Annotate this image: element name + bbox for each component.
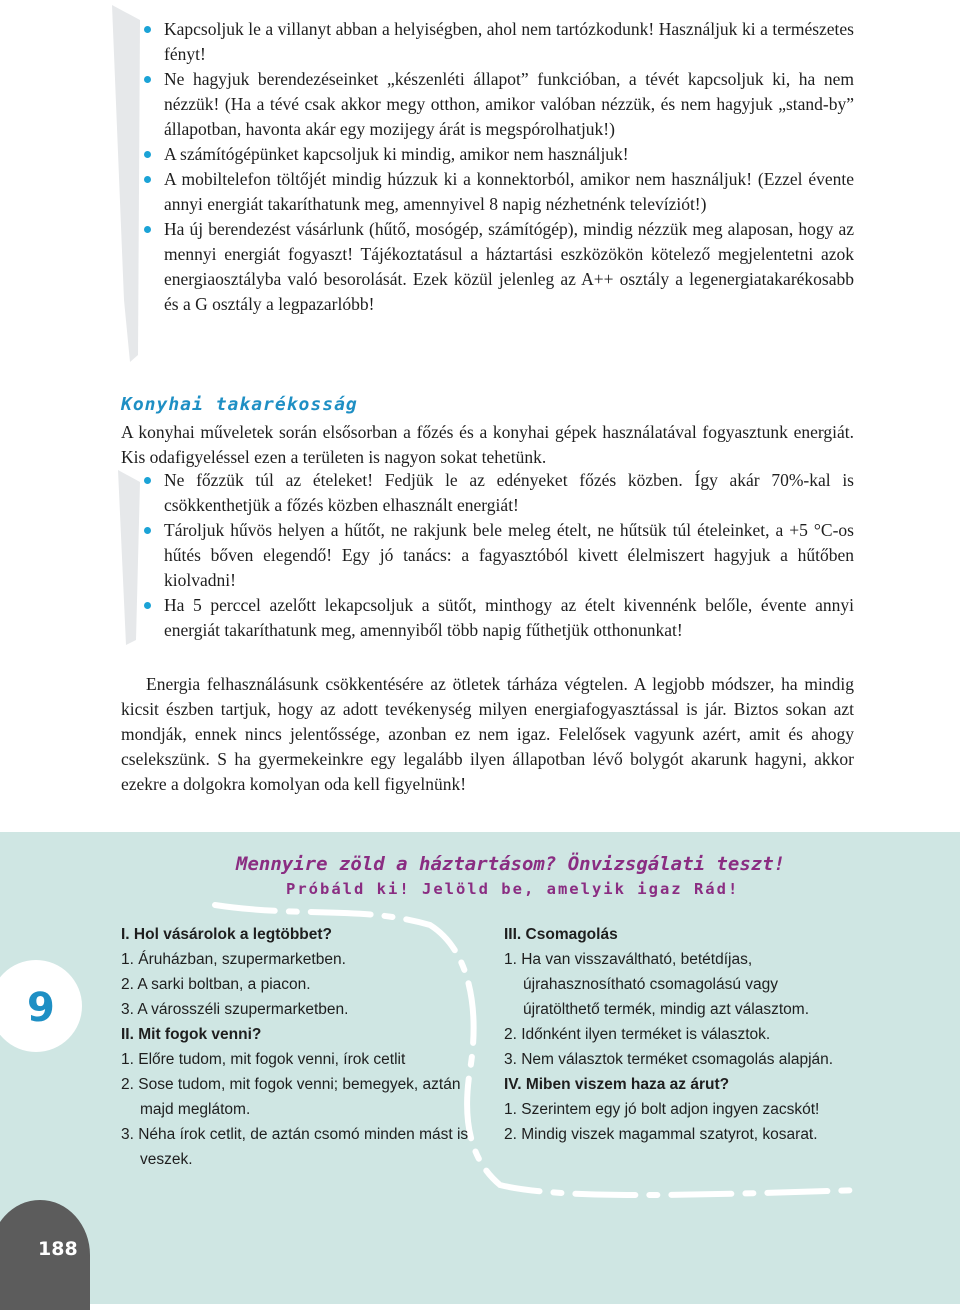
- section-heading: Konyhai takarékosság: [121, 394, 358, 415]
- question-heading: II. Mit fogok venni?: [121, 1026, 262, 1043]
- answer-option[interactable]: 1. Ha van visszaváltható, betétdíjas, újrahasznosítható csomagolású vagy újratölthető termék, mindig azt választom.: [504, 951, 810, 1018]
- list-item: A számítógépünket kapcsoljuk ki mindig, amikor nem használjuk!: [164, 142, 854, 167]
- list-item: Ne főzzük túl az ételeket! Fedjük le az edényeket főzés közben. Így akár 70%-kal is csökkenthetjük a főzés közben elhasznált energiát!: [164, 468, 854, 518]
- question-heading: I. Hol vásárolok a legtöbbet?: [121, 926, 333, 943]
- list-item: Ne hagyjuk berendezéseinket „készenléti állapot” funkcióban, a tévét kapcsoljuk ki, ha nem nézzük! (Ha a tévé csak akkor megy otthon, amikor valóban nézzük, és nem hagyjuk „stand-by” állapotban, havonta akár egy mozijegy árát is megspórolhatjuk!): [164, 67, 854, 142]
- quiz-column-left: [121, 922, 476, 1172]
- list-item: Kapcsoljuk le a villanyt abban a helyiségben, ahol nem tartózkodunk! Használjuk ki a természetes fényt!: [164, 17, 854, 67]
- closing-paragraph: Energia felhasználásunk csökkentésére az ötletek tárháza végtelen. A legjobb módszer, ha mindig kicsit észben tartjuk, hogy az adott tevékenység milyen energiafogyasztással is jár. Biztos sokan azt mondják, ennek nincs jelentőssége, azonban ez nem igaz. Felelősek vagyunk azért, amit és ahogy cselekszünk. S ha gyermekeinkre egy legalább ilyen állapotban lévő bolygót akarunk hagyni, akkor ezekre a dolgokra komolyan oda kell figyelnünk!: [121, 674, 854, 794]
- answer-option[interactable]: 3. Nem választok terméket csomagolás alapján.: [504, 1051, 834, 1068]
- answer-option[interactable]: 2. Mindig viszek magammal szatyrot, kosarat.: [504, 1126, 818, 1143]
- answer-option[interactable]: 2. A sarki boltban, a piacon.: [121, 976, 311, 993]
- answer-option[interactable]: 3. A városszéli szupermarketben.: [121, 1001, 349, 1018]
- section-intro: A konyhai műveletek során elsősorban a főzés és a konyhai gépek használatával fogyasztunk energiát. Kis odafigyeléssel ezen a területen is nagyon sokat tehetünk.: [121, 422, 854, 467]
- question-heading: III. Csomagolás: [504, 926, 618, 943]
- answer-option[interactable]: 2. Időnként ilyen terméket is választok.: [504, 1026, 771, 1043]
- answer-option[interactable]: 3. Néha írok cetlit, de aztán csomó minden mást is veszek.: [121, 1126, 469, 1168]
- quiz-column-right: [504, 922, 854, 1147]
- list-item: Ha új berendezést vásárlunk (hűtő, mosógép, számítógép), mindig nézzük meg alaposan, hogy az mennyi energiát fogyaszt! Tájékoztatásul a háztartási eszközökön kötelező megjelentetni azok energiaosztályba való besorolását. Ezek közül jelenleg az A++ osztály a legenergiatakarékosabb és a G osztály a legpazarlóbb!: [164, 217, 854, 317]
- answer-option[interactable]: 1. Előre tudom, mit fogok venni, írok cetlit: [121, 1051, 406, 1068]
- answer-option[interactable]: 1. Áruházban, szupermarketben.: [121, 951, 346, 968]
- answer-option[interactable]: 1. Szerintem egy jó bolt adjon ingyen zacskót!: [504, 1101, 820, 1118]
- answer-option[interactable]: 2. Sose tudom, mit fogok venni; bemegyek, aztán majd meglátom.: [121, 1076, 461, 1118]
- quiz-title: Mennyire zöld a háztartásom? Önvizsgálati teszt!: [236, 853, 786, 875]
- question-heading: IV. Miben viszem haza az árut?: [504, 1076, 730, 1093]
- page-number: 188: [38, 1238, 78, 1260]
- chapter-number: 9: [27, 985, 55, 1031]
- list-item: Ha 5 perccel azelőtt lekapcsoljuk a sütőt, minthogy az ételt kivennénk belőle, évente annyi energiát takaríthatunk meg, amennyiből több napig fűthetjük otthonunkat!: [164, 593, 854, 643]
- list-item: Tároljuk hűvös helyen a hűtőt, ne rakjunk bele meleg ételt, ne hűtsük túl ételeinket, a +5 °C-os hűtés bőven elegendő! Egy jó tanács: a fagyasztóból kivett élelmiszert hagyjuk a hűtőben kiolvadni!: [164, 518, 854, 593]
- quiz-subtitle: Próbáld ki! Jelöld be, amelyik igaz Rád!: [286, 880, 740, 898]
- list-item: A mobiltelefon töltőjét mindig húzzuk ki a konnektorból, amikor nem használjuk! (Ezzel évente annyi energiát takaríthatunk meg, amennyivel 8 napig nézhetnénk televíziót!): [164, 167, 854, 217]
